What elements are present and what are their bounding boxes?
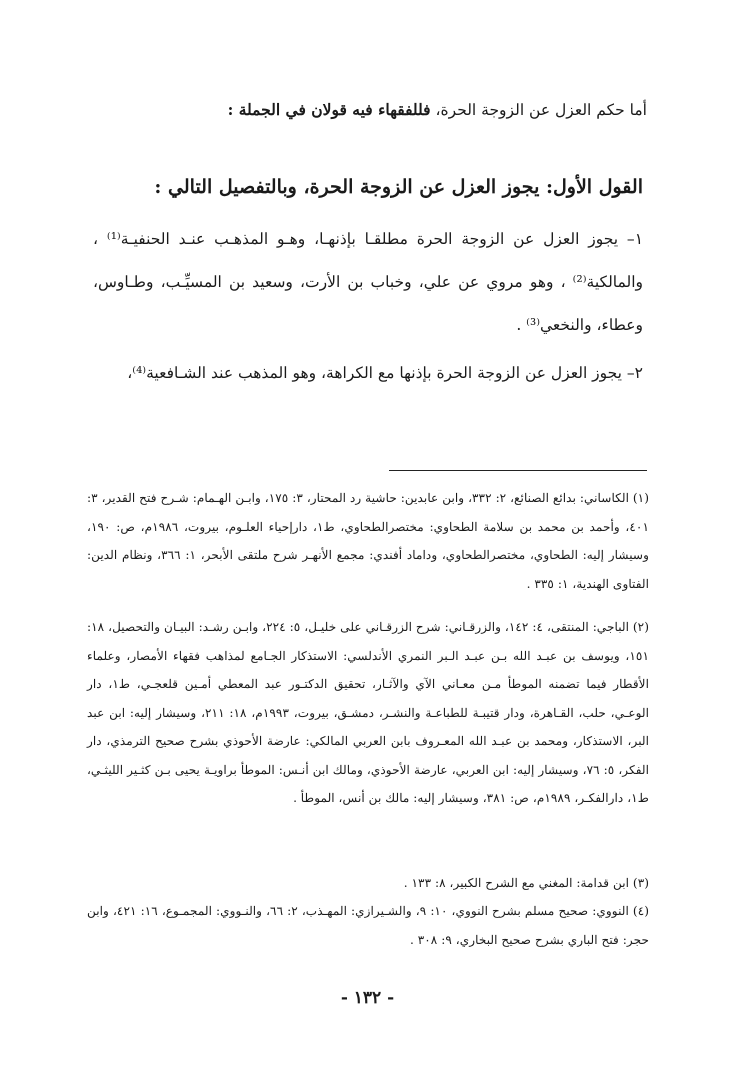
intro-line: [87, 96, 647, 124]
footnote-1: (١) الكاساني: بدائع الصنائع، ٢: ٣٣٢، وابن عابدين: حاشية رد المحتار، ٣: ١٧٥، وابـن الهـمام: شـرح فتح القدير، ٣: ٤٠١، وأحمد بن محمد بن سلامة الطحاوي: مختصرالطحاوي، ط١، دارإحياء العلـوم، بيروت، ١٩٨٦م، ص: ١٩٠، وسيشار إليه: الطحاوي، مختصرالطحاوي، وداماد أفندي: مجمع الأنهـر شرح ملتقى الأبحر، ١: ٣٦٦، ونظام الدين: الفتاوى الهندية، ١: ٣٣٥ .: [87, 491, 649, 591]
paragraph-2: ٢– يجوز العزل عن الزوجة الحرة بإذنها مع الكراهة، وهو المذهب عند الشـافعية⁽⁴⁾،: [127, 364, 643, 382]
section-heading: القول الأول: يجوز العزل عن الزوجة الحرة، وبالتفصيل التالي :: [154, 176, 643, 198]
footnote-4: (٤) النووي: صحيح مسلم بشرح النووي، ١٠: ٩، والشـيرازي: المهـذب، ٢: ٦٦، والنـووي: المجمـوع، ١٦: ٤٢١، وابن حجر: فتح الباري بشرح صحيح البخاري، ٩: ٣٠٨ .: [87, 904, 649, 947]
paragraph-1: ١– يجوز العزل عن الزوجة الحرة مطلقـا بإذنهـا، وهـو المذهـب عنـد الحنفيـة⁽¹⁾ ، والمالكية⁽²⁾ ، وهو مروي عن علي، وخباب بن الأرت، وسعيد بن المسيِّـب، وطـاوس، وعطاء، والنخعي⁽³⁾ .: [93, 230, 644, 334]
footnote-3: (٣) ابن قدامة: المغني مع الشرح الكبير، ٨: ١٣٣ .: [403, 876, 649, 890]
intro-bold: فللفقهاء فيه قولان في الجملة :: [227, 100, 431, 119]
footnote-separator: [389, 470, 647, 471]
page-number: - ١٣٢ -: [340, 988, 395, 1008]
intro-lead: أما حكم العزل عن الزوجة الحرة،: [435, 101, 647, 119]
footnote-2: (٢) الباجي: المنتقى، ٤: ١٤٢، والزرقـاني: شرح الزرقـاني على خليـل، ٥: ٢٢٤، وابـن رشـد: البيـان والتحصيل، ١٨: ١٥١، ويوسف بن عبـد الله بـن عبـد الـبر النمري الأندلسي: الاستذكار الجـامع لمذاهب فقهاء الأمصار، وعلماء الأقطار فيما تضمنه الموطأ مـن معـاني الآي والآثـار، تحقيق الدكتـور عبد المعطي أمـين قلعجـي، ط١، دار الوعـي، حلب، القـاهرة، ودار قتيبـة للطباعـة والنشـر، دمشـق، بيروت، ١٩٩٣م، ١٨: ٢١١، وسيشار إليه: ابن عبد البر، الاستذكار، ومحمد بن عبـد الله المعـروف بابن العربي المالكي: عارضة الأحوذي بشرح صحيح الترمذي، دار الفكر، ٥: ٧٦، وسيشار إليه: ابن العربي، عارضة الأحوذي، ومالك ابن أنـس: الموطأ براويـة يحيى بـن كثـير الليثـي، ط١، دارالفكـر، ١٩٨٩م، ص: ٣٨١، وسيشار إليه: مالك بن أنس، الموطأ .: [87, 620, 650, 805]
